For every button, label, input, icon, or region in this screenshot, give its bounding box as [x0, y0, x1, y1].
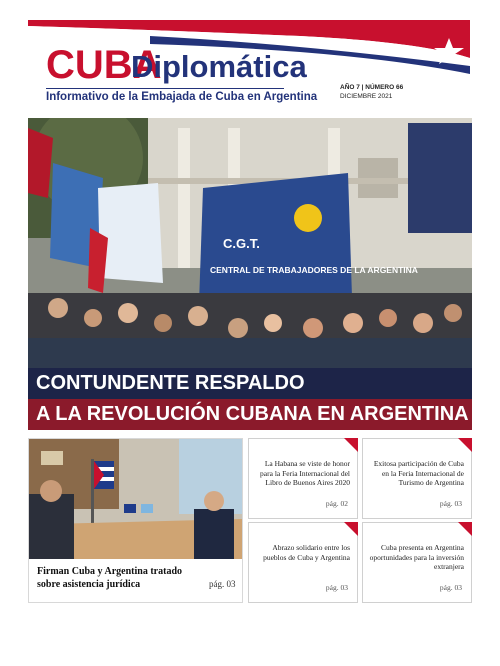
feature-story[interactable]	[28, 438, 243, 603]
teaser-page-ref: pág. 03	[439, 499, 462, 508]
issue-date: DICIEMBRE 2021	[340, 93, 393, 100]
teaser-card[interactable]	[362, 522, 472, 603]
teaser-page-ref: pág. 03	[325, 583, 348, 592]
teaser-text: La Habana se viste de honor para la Feria Internacional del Libro de Buenos Aires 2020	[260, 459, 350, 487]
masthead-rule	[46, 88, 284, 89]
banner-text-top: C.G.T.	[223, 236, 260, 251]
teaser-card[interactable]	[248, 522, 358, 603]
teaser-page-ref: pág. 02	[325, 499, 348, 508]
feature-title[interactable]: Firman Cuba y Argentina tratado sobre asistencia jurídica	[37, 566, 182, 590]
teaser-text: Cuba presenta en Argentina oportunidades para la inversión extranjera	[369, 543, 464, 571]
feature-page-ref: pág. 03	[209, 579, 236, 589]
teaser-text: Abrazo solidario entre los pueblos de Cuba y Argentina	[263, 543, 350, 562]
brand-cuba: CUBA	[46, 43, 162, 87]
feature-photo	[29, 439, 242, 559]
red-star-corner-icon	[458, 438, 472, 452]
headline-line-2: A LA REVOLUCIÓN CUBANA EN ARGENTINA	[36, 403, 469, 425]
feature-photo-illustration	[29, 439, 242, 559]
headline-line-2-band	[28, 399, 472, 430]
teaser-page-ref: pág. 03	[439, 583, 462, 592]
brand-diplomatica: Diplomática	[131, 49, 307, 84]
masthead-tagline: Informativo de la Embajada de Cuba en Argentina	[46, 91, 318, 103]
hero-photo-illustration	[28, 118, 472, 368]
issue-number: AÑO 7 | NÚMERO 66	[340, 84, 404, 91]
teaser-text: Exitosa participación de Cuba en la Feria Internacional de Turismo de Argentina	[373, 459, 464, 487]
banner-text-bottom: CENTRAL DE TRABAJADORES DE LA ARGENTINA	[210, 265, 418, 275]
headline-line-1: CONTUNDENTE RESPALDO	[36, 372, 305, 394]
red-star-corner-icon	[344, 522, 358, 536]
teaser-card[interactable]	[362, 438, 472, 519]
red-star-corner-icon	[458, 522, 472, 536]
headline-line-1-band	[28, 368, 472, 399]
red-star-corner-icon	[344, 438, 358, 452]
teaser-card[interactable]	[248, 438, 358, 519]
hero-photo	[28, 118, 472, 368]
headline-band	[28, 368, 472, 430]
